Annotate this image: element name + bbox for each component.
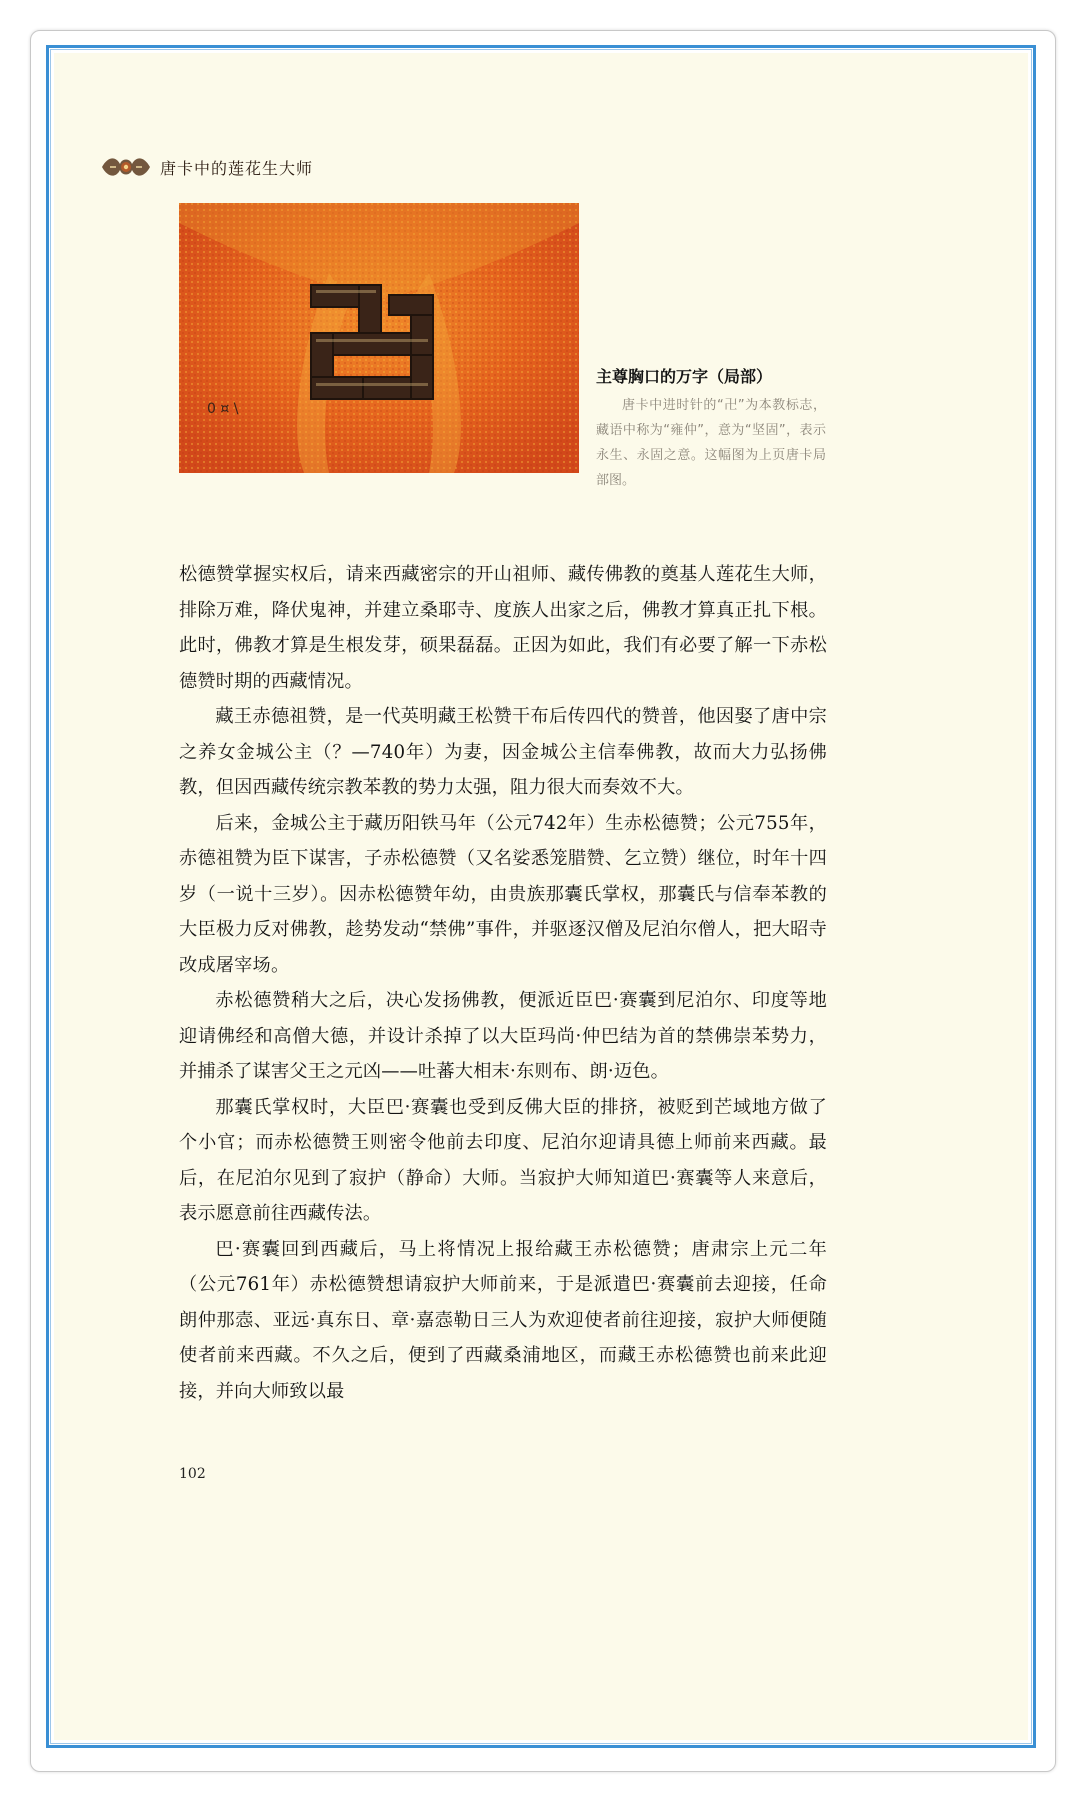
paragraph: 藏王赤德祖赞，是一代英明藏王松赞干布后传四代的赞普，他因娶了唐中宗之养女金城公主（？—740年）为妻，因金城公主信奉佛教，故而大力弘扬佛教，但因西藏传统宗教苯教的势力太强，阻力很大而奏效不大。 (179, 706, 827, 798)
caption-title: 主尊胸口的万字（局部） (596, 367, 773, 386)
caption-body: 唐卡中进时针的“卍”为本教标志，藏语中称为“雍仲”，意为“坚固”，表示永生、永固之意。这幅图为上页唐卡局部图。 (596, 398, 826, 488)
page-number: 102 (179, 1466, 206, 1482)
body-text (179, 557, 827, 1409)
paragraph: 后来，金城公主于藏历阳铁马年（公元742年）生赤松德赞；公元755年，赤德祖赞为臣下谋害，子赤松德赞（又名娑悉笼腊赞、乞立赞）继位，时年十四岁（一说十三岁）。因赤松德赞年幼，由贵族那囊氏掌权，那囊氏与信奉苯教的大臣极力反对佛教，趁势发动“禁佛”事件，并驱逐汉僧及尼泊尔僧人，把大昭寺改成屠宰场。 (179, 812, 827, 976)
swastika-detail-image (179, 203, 579, 473)
paragraph: 赤松德赞稍大之后，决心发扬佛教，便派近臣巴·赛囊到尼泊尔、印度等地迎请佛经和高僧大德，并设计杀掉了以大臣玛尚·仲巴结为首的禁佛崇苯势力，并捕杀了谋害父王之元凶——吐蕃大相末·东则布、朗·迈色。 (179, 990, 827, 1082)
svg-text:0 ¤ \: 0 ¤ \ (207, 401, 239, 417)
paragraph: 那囊氏掌权时，大臣巴·赛囊也受到反佛大臣的排挤，被贬到芒域地方做了个小官；而赤松德赞王则密令他前去印度、尼泊尔迎请具德上师前来西藏。最后，在尼泊尔见到了寂护（静命）大师。当寂护大师知道巴·赛囊等人来意后，表示愿意前往西藏传法。 (179, 1096, 827, 1224)
paragraph: 松德赞掌握实权后，请来西藏密宗的开山祖师、藏传佛教的奠基人莲花生大师，排除万难，降伏鬼神，并建立桑耶寺、度族人出家之后，佛教才算真正扎下根。此时，佛教才算是生根发芽，硕果磊磊。正因为如此，我们有必要了解一下赤松德赞时期的西藏情况。 (179, 564, 827, 692)
paragraph: 巴·赛囊回到西藏后，马上将情况上报给藏王赤松德赞；唐肃宗上元二年（公元761年）赤松德赞想请寂护大师前来，于是派遣巴·赛囊前去迎接，任命朗仲那悫、亚远·真东日、章·嘉悫勒日三人为欢迎使者前往迎接，寂护大师便随使者前来西藏。不久之后，便到了西藏桑浦地区，而藏王赤松德赞也前来此迎接，并向大师致以最 (179, 1238, 827, 1402)
book-page (54, 53, 1028, 1740)
swastika-photo (179, 203, 579, 473)
running-header (100, 149, 313, 185)
tibetan-ornament-icon (100, 152, 152, 182)
figure-caption (596, 364, 826, 493)
header-title: 唐卡中的莲花生大师 (160, 158, 314, 178)
